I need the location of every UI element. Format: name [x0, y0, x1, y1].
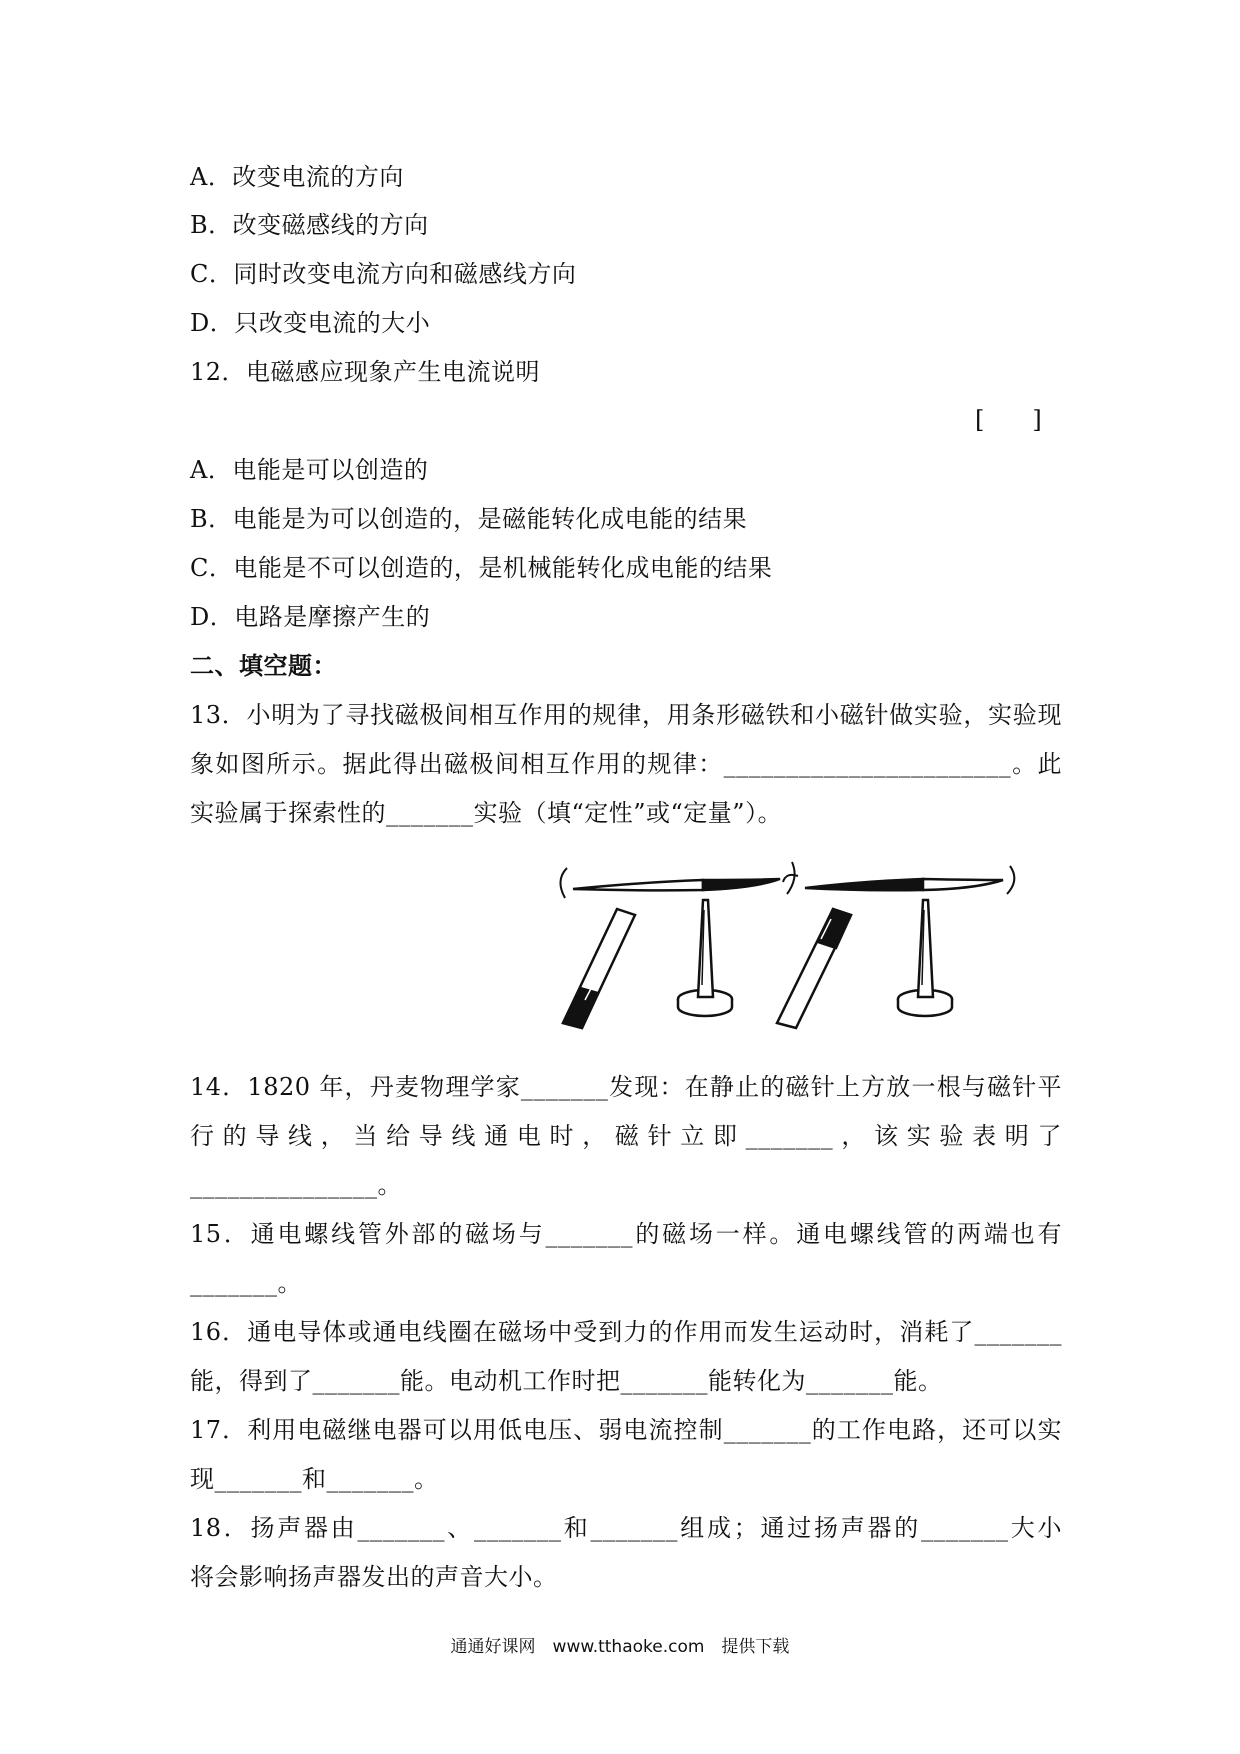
q14-line-3: _______________。 — [190, 1171, 402, 1199]
q14-line-2: 行的导线，当给导线通电时，磁针立即_______，该实验表明了 — [190, 1122, 1062, 1150]
q13-line-1: 13．小明为了寻找磁极间相互作用的规律，用条形磁铁和小磁针做实验，实验现 — [190, 701, 1062, 729]
page-footer: 通通好课网 www.tthaoke.com 提供下载 — [450, 1637, 790, 1657]
q15-line-2: _______。 — [190, 1269, 302, 1297]
q17-line-1: 17．利用电磁继电器可以用低电压、弱电流控制_______的工作电路，还可以实 — [190, 1416, 1062, 1444]
q12-stem: 12．电磁感应现象产生电流说明 — [190, 358, 541, 386]
q18-line-1: 18．扬声器由_______、_______和_______组成；通过扬声器的_______大小 — [190, 1514, 1062, 1542]
section-title: 二、填空题： — [190, 651, 337, 680]
q11-option-a: A．改变电流的方向 — [190, 163, 404, 191]
q12-option-c: C．电能是不可以创造的，是机械能转化成电能的结果 — [190, 554, 773, 582]
q14-line-1: 14．1820 年，丹麦物理学家_______发现：在静止的磁针上方放一根与磁针平 — [190, 1073, 1062, 1101]
answer-bracket: [ ] — [975, 406, 1042, 434]
bar-magnet-left — [563, 909, 635, 1028]
q15-line-1: 15．通电螺线管外部的磁场与_______的磁场一样。通电螺线管的两端也有 — [190, 1220, 1062, 1248]
q17-line-2: 现_______和_______。 — [190, 1465, 439, 1493]
q12-option-b: B．电能是为可以创造的，是磁能转化成电能的结果 — [190, 505, 748, 533]
magnet-compass-figure — [555, 860, 1055, 1040]
q13-line-3: 实验属于探索性的_______实验（填“定性”或“定量”）。 — [190, 799, 783, 827]
q11-option-b: B．改变磁感线的方向 — [190, 211, 429, 239]
bar-magnet-right — [777, 909, 851, 1028]
q18-line-2: 将会影响扬声器发出的声音大小。 — [190, 1563, 558, 1591]
q13-line-2: 象如图所示。据此得出磁极间相互作用的规律：_______________________。此 — [190, 750, 1062, 778]
q16-line-2: 能，得到了_______能。电动机工作时把_______能转化为_______能。 — [190, 1367, 943, 1395]
q11-option-c: C．同时改变电流方向和磁感线方向 — [190, 260, 577, 288]
q12-option-d: D．电路是摩擦产生的 — [190, 603, 431, 631]
q16-line-1: 16．通电导体或通电线圈在磁场中受到力的作用而发生运动时，消耗了_______ — [190, 1318, 1062, 1346]
q12-option-a: A．电能是可以创造的 — [190, 456, 429, 484]
q11-option-d: D．只改变电流的大小 — [190, 309, 431, 337]
